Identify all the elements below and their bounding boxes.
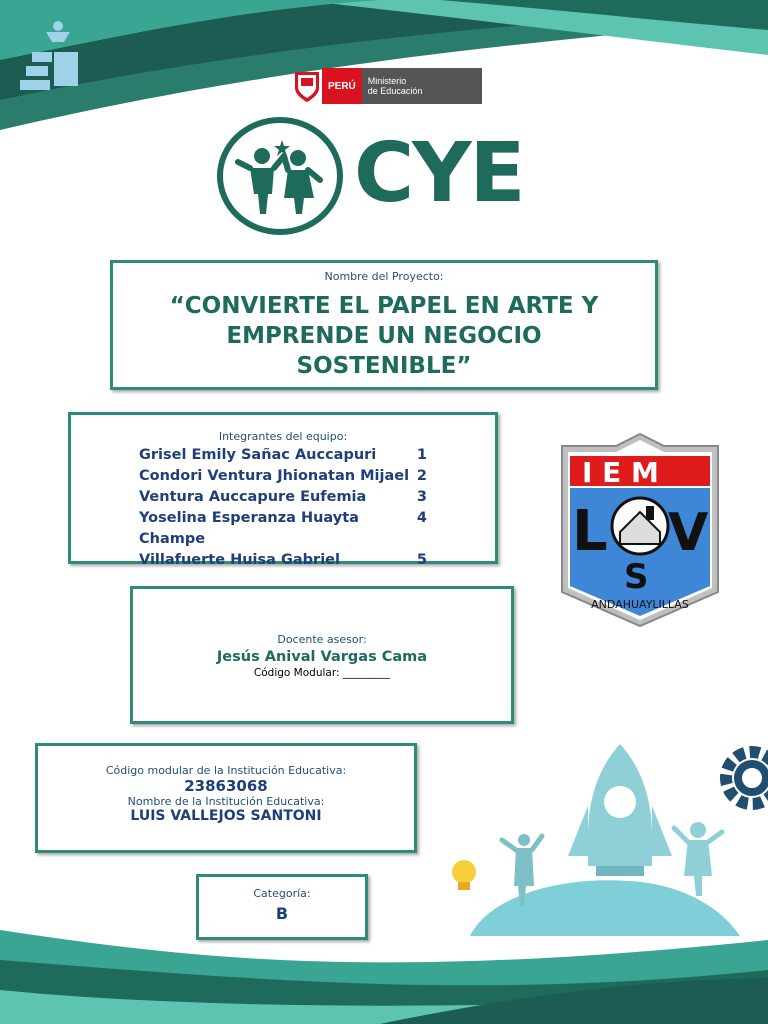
minedu-logo: [292, 68, 482, 104]
peru-shield-icon: [292, 68, 322, 104]
project-title-line1: “CONVIERTE EL PAPEL EN ARTE Y: [169, 293, 599, 319]
member-row: [139, 508, 427, 550]
advisor-label: Docente asesor:: [277, 633, 367, 646]
advisor-name: Jesús Anival Vargas Cama: [216, 649, 428, 665]
member-row: [139, 487, 427, 508]
project-title-line3: SOSTENIBLE”: [296, 353, 472, 379]
emblem-letter-s: S: [624, 557, 649, 597]
project-box: [110, 260, 658, 390]
emblem-letter-v: V: [668, 503, 709, 563]
member-number: 4: [416, 510, 427, 526]
emblem-letter-l: L: [572, 499, 608, 564]
member-row: [139, 550, 427, 571]
member-row: [139, 445, 427, 466]
gear-icon: [714, 742, 768, 816]
cye-wordmark: CYE: [354, 126, 524, 221]
institution-name-label: Nombre de la Institución Educativa:: [127, 795, 325, 808]
project-label: Nombre del Proyecto:: [324, 270, 444, 283]
member-row: [139, 466, 427, 487]
bottom-wave-decoration: [0, 900, 768, 1024]
member-number: 1: [416, 447, 427, 463]
institution-box: [35, 743, 417, 853]
peru-label: PERÚ: [322, 68, 362, 104]
emblem-letters-top: I E M: [582, 456, 659, 489]
team-box: [68, 412, 498, 568]
corner-logo-icon: [18, 18, 86, 94]
member-name: Condori Ventura Jhionatan Mijael: [139, 468, 410, 484]
ministry-label: [362, 68, 482, 104]
ministry-line1: Ministerio: [367, 76, 407, 86]
member-number: 3: [416, 489, 427, 505]
member-name: Villafuerte Huisa Gabriel: [139, 552, 340, 568]
project-title-line2: EMPRENDE UN NEGOCIO: [226, 323, 542, 349]
emblem-town: ANDAHUAYLILLAS: [591, 598, 689, 611]
institution-name: LUIS VALLEJOS SANTONI: [130, 808, 322, 824]
institution-code: 23863068: [184, 777, 268, 795]
advisor-box: [130, 586, 514, 724]
member-list: [139, 445, 427, 571]
category-label: Categoría:: [253, 887, 311, 900]
school-emblem-icon: [556, 432, 724, 628]
ministry-line2: de Educación: [367, 86, 423, 96]
cye-people-icon: [216, 116, 348, 238]
member-number: 2: [416, 468, 427, 484]
member-name: Ventura Auccapure Eufemia: [139, 489, 367, 505]
team-label: Integrantes del equipo:: [218, 430, 348, 443]
institution-code-label: Código modular de la Institución Educativa:: [105, 764, 347, 777]
category-value: B: [275, 904, 289, 923]
advisor-code-label: Código Modular: _________: [253, 667, 391, 679]
project-title: [113, 291, 655, 381]
member-name: Grisel Emily Sañac Auccapuri: [139, 447, 377, 463]
member-number: 5: [416, 552, 427, 568]
member-name: Yoselina Esperanza Huayta Champe: [139, 510, 359, 547]
